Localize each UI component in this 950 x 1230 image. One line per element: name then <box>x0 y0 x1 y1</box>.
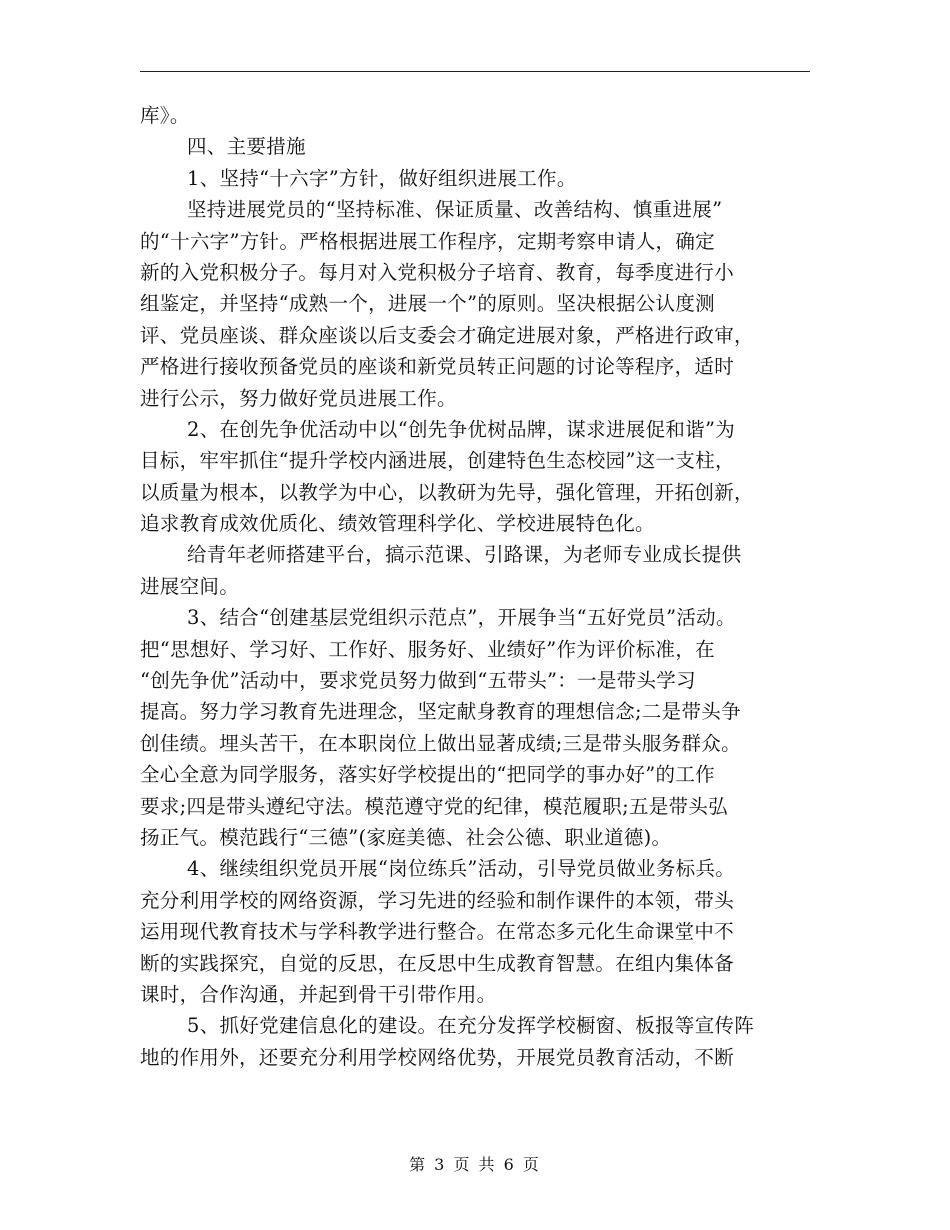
text-line: 库》。 <box>140 104 190 127</box>
text-line: 新的入党积极分子。每月对入党积极分子培育、教育，每季度进行小 <box>140 260 735 284</box>
text-line: 课时，合作沟通，并起到骨干引带作用。 <box>140 982 497 1006</box>
text-line: 扬正气。模范践行“三德”(家庭美德、社会公德、职业道德)。 <box>140 825 672 849</box>
text-line: 给青年老师搭建平台，搞示范课、引路课，为老师专业成长提供 <box>187 543 742 567</box>
text-line: 断的实践探究，自觉的反思，在反思中生成教育智慧。在组内集体备 <box>140 951 735 975</box>
text-line: 5、抓好党建信息化的建设。在充分发挥学校橱窗、板报等宣传阵 <box>187 1014 755 1038</box>
text-line: 把“思想好、学习好、工作好、服务好、业绩好”作为评价标准，在 <box>140 637 715 661</box>
section-heading: 四、主要措施 <box>187 135 306 159</box>
text-line: 要求;四是带头遵纪守法。模范遵守党的纪律，模范履职;五是带头弘 <box>140 794 728 818</box>
text-line: 提高。努力学习教育先进理念，坚定献身教育的理想信念;二是带头争 <box>140 700 741 724</box>
text-line: 追求教育成效优质化、绩效管理科学化、学校进展特色化。 <box>140 512 655 536</box>
text-line: 组鉴定，并坚持“成熟一个，进展一个”的原则。坚决根据公认度测 <box>140 292 715 316</box>
text-line: 3、结合“创建基层党组织示范点”，开展争当“五好党员”活动。 <box>187 606 736 630</box>
page-footer: 第 3 页 共 6 页 <box>409 1155 541 1174</box>
text-line: 以质量为根本，以教学为中心，以教研为先导，强化管理，开拓创新， <box>140 480 754 504</box>
text-line: 目标，牢牢抓住“提升学校内涵进展，创建特色生态校园”这一支柱， <box>140 449 735 473</box>
text-line: 运用现代教育技术与学科教学进行整合。在常态多元化生命课堂中不 <box>140 920 735 944</box>
text-line: “创先争优”活动中，要求党员努力做到“五带头”：一是带头学习 <box>140 669 696 693</box>
text-line: 坚持进展党员的“坚持标准、保证质量、改善结构、慎重进展” <box>187 198 723 222</box>
text-line: 进展空间。 <box>140 574 240 598</box>
text-line: 创佳绩。埋头苦干，在本职岗位上做出显著成绩;三是带头服务群众。 <box>140 731 741 755</box>
text-line: 进行公示，努力做好党员进展工作。 <box>140 386 457 410</box>
subsection-heading: 1、坚持“十六字”方针，做好组织进展工作。 <box>187 166 577 190</box>
text-line: 充分利用学校的网络资源，学习先进的经验和制作课件的本领，带头 <box>140 888 735 912</box>
header-rule <box>140 71 810 72</box>
document-body <box>140 100 840 1073</box>
text-line: 评、党员座谈、群众座谈以后支委会才确定进展对象，严格进行政审， <box>140 323 754 347</box>
text-line: 4、继续组织党员开展“岗位练兵”活动，引导党员做业务标兵。 <box>187 857 736 881</box>
text-line: 地的作用外，还要充分利用学校网络优势，开展党员教育活动，不断 <box>140 1045 735 1069</box>
text-line: 2、在创先争优活动中以“创先争优树品牌，谋求进展促和谐”为 <box>187 417 736 441</box>
text-line: 严格进行接收预备党员的座谈和新党员转正问题的讨论等程序，适时 <box>140 355 735 379</box>
text-line: 全心全意为同学服务，落实好学校提出的“把同学的事办好”的工作 <box>140 763 715 787</box>
text-line: 的“十六字”方针。严格根据进展工作程序，定期考察申请人，确定 <box>140 229 715 253</box>
